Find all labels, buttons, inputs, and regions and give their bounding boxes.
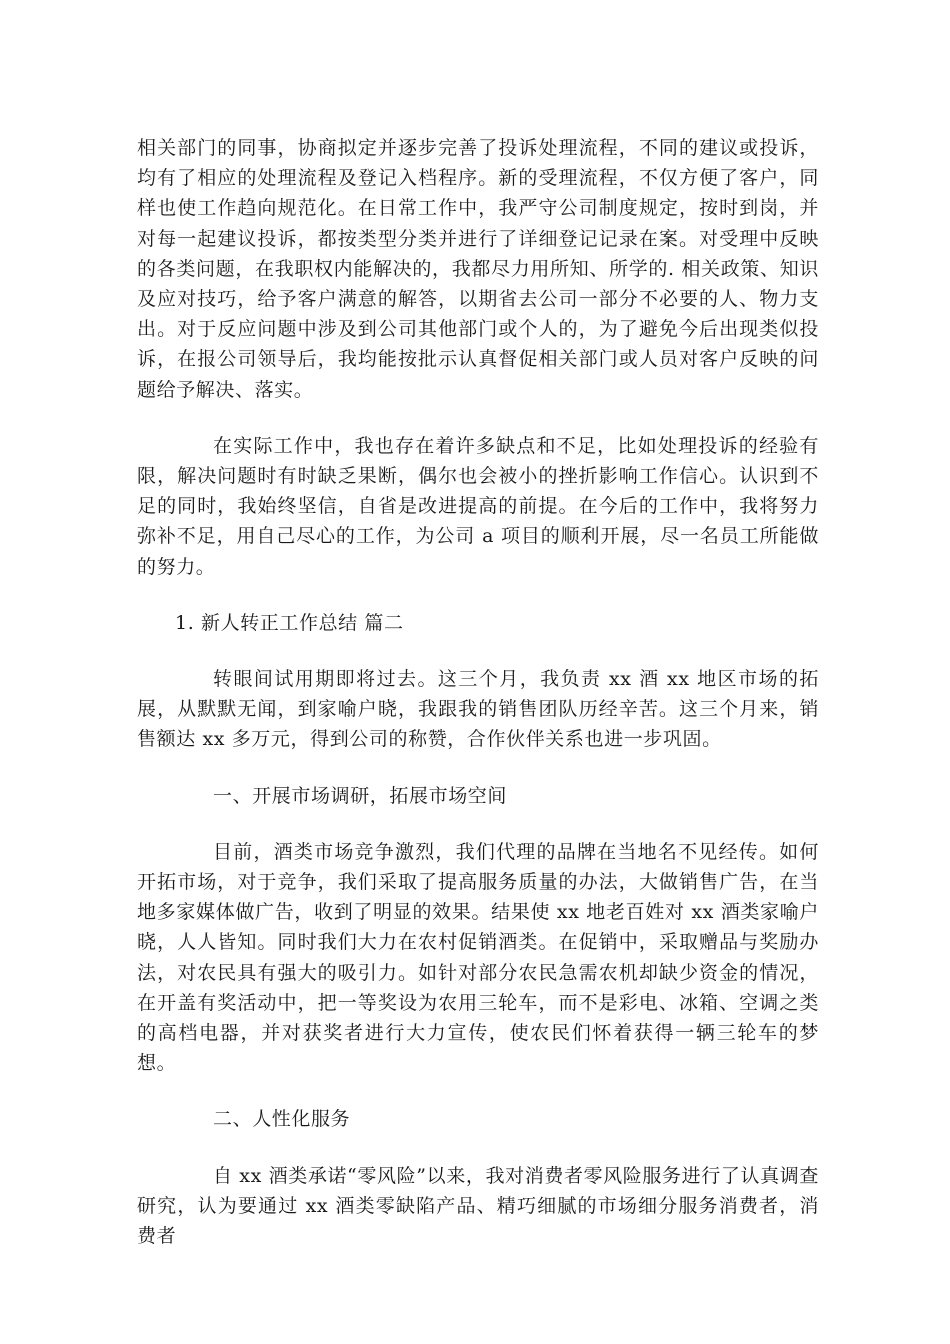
paragraph-probation-intro: 转眼间试用期即将过去。这三个月，我负责 xx 酒 xx 地区市场的拓展，从默默无闻，到家喻户晓，我跟我的销售团队历经辛苦。这三个月来，销售额达 xx 多万元，得到公司的称赞，合作伙伴关系也进一步巩固。 (137, 668, 819, 751)
heading-humanized-service: 二、人性化服务 (213, 1108, 351, 1131)
paragraph-gap (137, 755, 819, 781)
paragraph-gap (137, 638, 819, 664)
paragraph-market-expansion: 目前，酒类市场竞争激烈，我们代理的品牌在当地名不见经传。如何开拓市场，对于竞争，我们采取了提高服务质量的办法，大做销售广告，在当地多家媒体做广告，收到了明显的效果。结果使 xx 地老百姓对 xx 酒类家喻户晓，人人皆知。同时我们大力在农村促销酒类。在促销中，采取赠品与奖励办法，对农民具有强大的吸引力。如针对部分农民急需农机却缺少资金的情况，在开盖有奖活动中，把一等奖设为农用三轮车，而不是彩电、冰箱、空调之类的高档电器，并对获奖者进行大力宣传，使农民们怀着获得一辆三轮车的梦想。 (137, 840, 819, 1075)
paragraph-complaint-process: 相关部门的同事，协商拟定并逐步完善了投诉处理流程，不同的建议或投诉，均有了相应的处理流程及登记入档程序。新的受理流程，不仅方便了客户，同样也使工作趋向规范化。在日常工作中，我严守公司制度规定，按时到岗，并对每一起建议投诉，都按类型分类并进行了详细登记记录在案。对受理中反映的各类问题，在我职权内能解决的，我都尽力用所知、所学的. 相关政策、知识及应对技巧，给予客户满意的解答，以期省去公司一部分不必要的人、物力支出。对于反应问题中涉及到公司其他部门或个人的，为了避免今后出现类似投诉，在报公司领导后，我均能按批示认真督促相关部门或人员对客户反映的问题给予解决、落实。 (137, 137, 819, 401)
paragraph-zero-risk: 自 xx 酒类承诺“零风险”以来，我对消费者零风险服务进行了认真调查研究，认为要通过 xx 酒类零缺陷产品、精巧细腻的市场细分服务消费者，消费者 (137, 1164, 819, 1248)
paragraph-gap (137, 582, 819, 608)
section-title-part-two: 1. 新人转正工作总结 篇二 (175, 611, 404, 634)
paragraph-gap (137, 1135, 819, 1161)
paragraph-gap (137, 1078, 819, 1104)
paragraph-gap (137, 405, 819, 431)
document-body (137, 133, 819, 1251)
paragraph-gap (137, 811, 819, 837)
paragraph-shortcomings: 在实际工作中，我也存在着许多缺点和不足，比如处理投诉的经验有限，解决问题时有时缺乏果断，偶尔也会被小的挫折影响工作信心。认识到不足的同时，我始终坚信，自省是改进提高的前提。在今后的工作中，我将努力弥补不足，用自己尽心的工作，为公司 a 项目的顺利开展，尽一名员工所能做的努力。 (137, 434, 819, 578)
heading-market-research: 一、开展市场调研，拓展市场空间 (213, 784, 508, 807)
